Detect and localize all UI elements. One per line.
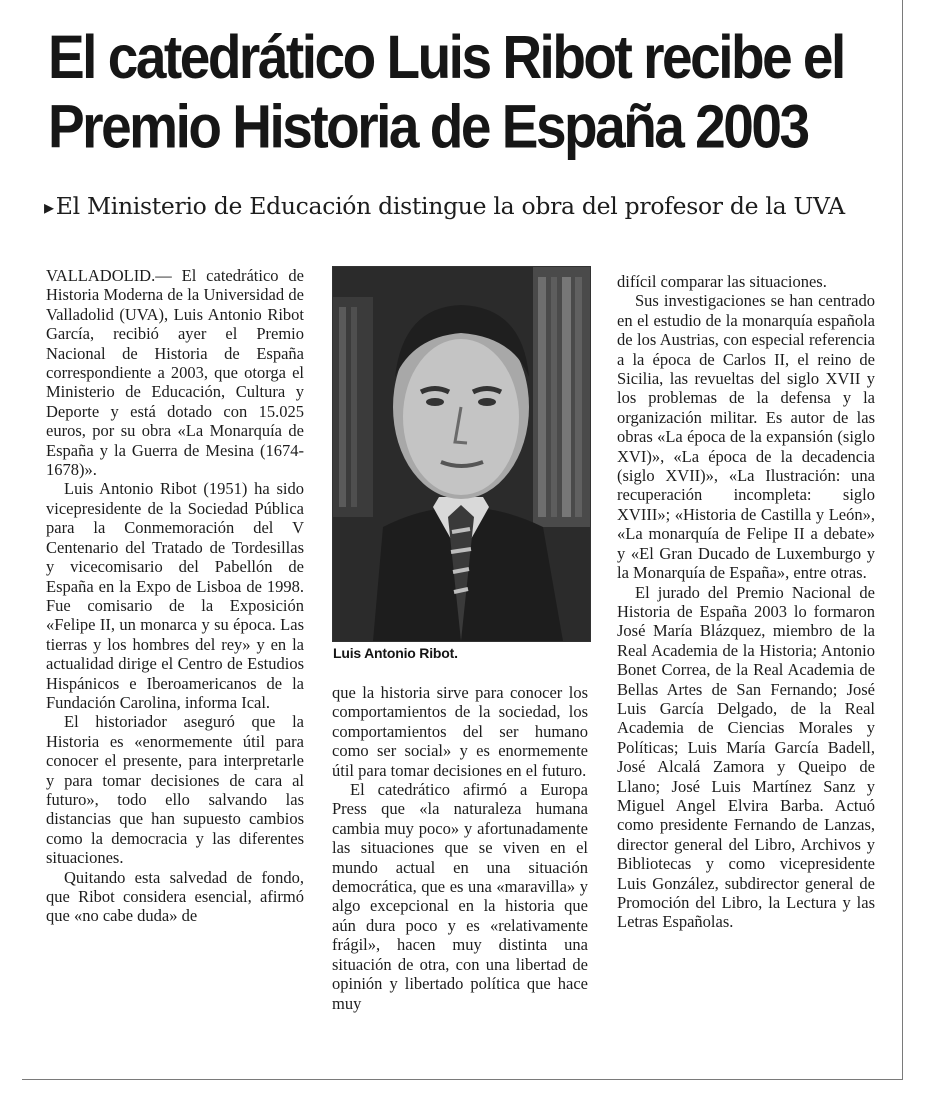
photo-caption: Luis Antonio Ribot.	[333, 645, 458, 661]
paragraph: VALLADOLID.— El catedrático de Historia Moderna de la Universidad de Valladolid (UVA), Luis Antonio Ribot García, recibió ayer el Premio Nacional de Historia de España correspondiente a 2003, que otorga el Ministerio de Educación, Cultura y Deporte y está dotado con 15.025 euros, por su obra «La Monarquía de España y la Guerra de Mesina (1674-1678)».	[46, 266, 304, 480]
paragraph: El historiador aseguró que la Historia es «enormemente útil para conocer el presente, para interpretarle y para tomar decisiones de cara al futuro», todo ello salvando las distancias que han supuesto cambios como la democracia y las diferentes situaciones.	[46, 712, 304, 868]
bottom-rule	[22, 1079, 902, 1080]
column-3	[617, 272, 875, 932]
paragraph: Sus investigaciones se han centrado en el estudio de la monarquía española de los Austrias, con especial referencia a la época de Carlos II, el reino de Sicilia, las revueltas del siglo XVII y los problemas de la defensa y la organización militar. Es autor de las obras «La época de la expansión (siglo XVI)», «La época de la decadencia (siglo XVII)», «La Ilustración: una recuperación incompleta: siglo XVIII»; «Historia de Castilla y León», «La monarquía de Felipe II a debate» y «El Gran Ducado de Luxemburgo y la Monarquía de España», entre otras.	[617, 291, 875, 583]
subhead	[44, 191, 904, 222]
triangle-right-icon: ▸	[44, 195, 54, 219]
paragraph: El catedrático afirmó a Europa Press que «la naturaleza humana cambia muy poco» y afortunadamente las situaciones que se viven en el mundo actual en una situación democrática, que es una «maravilla» y algo excepcional en la historia que aún dura poco y es «relativamente frágil», hacen muy distinta una situación de otra, con una libertad de opinión y libertado política que hace muy	[332, 780, 588, 1013]
portrait-photo	[332, 266, 591, 642]
paragraph: El jurado del Premio Nacional de Historia de España 2003 lo formaron José María Blázquez, miembro de la Real Academia de la Historia; Antonio Bonet Correa, de la Real Academia de Bellas Artes de San Fernando; José Luis García Delgado, de la Real Academia de Ciencias Morales y Políticas; Luis María García Badell, José Alcalá Zamora y Queipo de Llano; José Luis Martínez Sanz y Miguel Angel Elvira Barba. Actuó como presidente Fernando de Lanzas, director general del Libro, Archivos y Bibliotecas y como vicepresidente Luis González, subdirector general de Promoción del Libro, la Lectura y las Letras Españolas.	[617, 582, 875, 932]
paragraph: Luis Antonio Ribot (1951) ha sido vicepresidente de la Sociedad Pública para la Conmemoración del V Centenario del Tratado de Tordesillas y vicecomisario del Pabellón de España en la Expo de Lisboa de 1998. Fue comisario de la Exposición «Felipe II, un monarca y su época. Las tierras y los hombres del rey» y en la actualidad dirige el Centro de Estudios Hispánicos e Iberoamericanos de la Fundación Carolina, informa Ical.	[46, 479, 304, 712]
portrait-illustration	[333, 267, 590, 641]
subhead-text: El Ministerio de Educación distingue la obra del profesor de la UVA	[55, 192, 845, 220]
column-2	[332, 683, 588, 1013]
headline: El catedrático Luis Ribot recibe el Premio Historia de España 2003	[48, 22, 844, 161]
paragraph: Quitando esta salvedad de fondo, que Ribot considera esencial, afirmó que «no cabe duda» de	[46, 867, 304, 926]
paragraph: difícil comparar las situaciones.	[617, 272, 827, 291]
paragraph: que la historia sirve para conocer los comportamientos de la sociedad, los comportamientos del ser humano como ser social» y es enormemente útil para tomar decisiones en el futuro.	[332, 683, 588, 780]
column-1	[46, 266, 304, 926]
